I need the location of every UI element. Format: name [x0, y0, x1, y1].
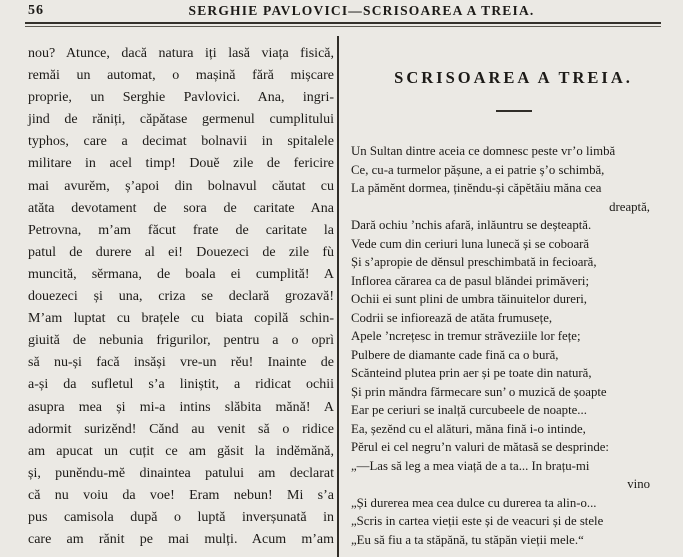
prose-line: adormit surizĕnd! Cănd au venit să o ridice	[28, 421, 334, 437]
verse-line: Codrii se infiorează de atăta frumusețe,	[351, 310, 553, 325]
verse-line: Pulbere de diamante cade fină ca o bură,	[351, 347, 559, 362]
prose-line: patul de durere al ei! Douezeci de zile fù	[28, 244, 334, 260]
page-number: 56	[28, 3, 44, 18]
verse-line: Vede cum din ceriuri luna lunecă și se coboară	[351, 236, 590, 251]
verse-line: „Scris in cartea vieții este și de veacuri și de stele	[351, 514, 604, 528]
verse-line: Și prin măndra fărmecare sun’ o muzică de șoapte	[351, 384, 607, 399]
verse-line: Dară ochiu ’nchis afară, inlăuntru se deșteaptă.	[351, 218, 592, 232]
section-title: SCRISOAREA A TREIA.	[394, 68, 633, 87]
prose-line: nou? Atunce, dacă natura iți lasă viața fisică,	[28, 46, 334, 61]
prose-line: giuită de nebunia frigurilor, pentru a o oprì	[28, 333, 334, 349]
verse-line: Ochii ei sunt plini de umbra tăinuitelor dureri,	[351, 292, 587, 306]
prose-line: și, punĕndu-mĕ dinaintea patului am declarat	[28, 465, 334, 481]
prose-line: a-și da sufletul s’a liniștit, a ridicat ochii	[28, 377, 334, 393]
header-rule	[25, 22, 661, 27]
verse-line: Ea, șezĕnd cu el alături, măna fină i-o intinde,	[351, 421, 586, 436]
prose-line: mai avurĕm, ș’apoi din bolnavul căutat cu	[28, 178, 334, 194]
prose-line: pus camisola după o luptă inverșunată in	[28, 509, 334, 525]
verse-line: dreaptă,	[609, 199, 650, 214]
prose-line: am apucat un cuțit ce am găsit la indĕmănă,	[28, 443, 334, 459]
verse-line: „Eu să fiu a ta stăpănă, tu stăpăn vieții mele.“	[351, 532, 584, 547]
prose-line: militare in acel timp! Douĕ zile de fericire	[28, 156, 334, 172]
verse-line: Scănteind plutea prin aer și pe toate din natură,	[351, 366, 592, 380]
verse-line: Ear pe ceriuri se inalță curcubeele de noapte...	[351, 403, 587, 417]
right-column	[351, 68, 676, 549]
verse-line: vino	[627, 477, 650, 491]
verse-line: Ce, cu-a turmelor pășune, a ei patrie ș’o schimbă,	[351, 162, 605, 177]
verse-line: Inflorea cărarea ca de pasul blăndei primăveri;	[351, 273, 590, 288]
prose-line: douezeci și una, criza se declară grozavă!	[28, 289, 334, 305]
prose-line: care am rănit pe mai mulți. Acum m’am	[28, 532, 334, 548]
prose-line: jind de răniți, căpătase germenul cumplitului	[28, 112, 334, 128]
column-divider	[337, 36, 339, 557]
verse-line: Și s’apropie de dĕnsul preschimbată in fecioară,	[351, 255, 597, 269]
prose-line: Petrovna, m’am făcut frate de caritate la	[28, 222, 334, 238]
verse-line: „—Las să leg a mea viață de a ta... In brațu-mi	[351, 458, 590, 473]
prose-line: că nu voiu da voe! Eram nebun! Mi s’a	[28, 487, 334, 503]
title-rule	[496, 110, 532, 112]
verse-line: Pĕrul ei cel negru’n valuri de mătasă se desprinde:	[351, 440, 609, 454]
verse-line: Un Sultan dintre aceia ce domnesc peste vr’o limbă	[351, 144, 616, 158]
verse-block	[351, 142, 676, 549]
prose-line: atăta devotament de sora de caritate Ana	[28, 200, 334, 216]
prose-line: typhos, care a decimat bolnavii in spitalele	[28, 134, 334, 150]
verse-line: Apele ’ncrețesc in tremur străveziile lor fețe;	[351, 329, 581, 343]
verse-line: La pămĕnt dormea, ținĕndu-și căpĕtăiu măna cea	[351, 181, 602, 195]
verse-line: „Și durerea mea cea dulce cu durerea ta alin-o...	[351, 495, 597, 510]
prose-line: asupra mea și mi-a intins slăbita mănă! A	[28, 399, 334, 415]
prose-line: M’am luptat cu brațele cu biata copilă schin-	[28, 311, 334, 327]
prose-line: muncită, sĕrmana, de boala ei cumplită! A	[28, 266, 334, 282]
prose-line: remăi un automat, o mașină fără mișcare	[28, 68, 334, 84]
running-header: SERGHIE PAVLOVICI—SCRISOAREA A TREIA.	[188, 3, 535, 18]
prose-line: să nu-și facă insăși vre-un rĕu! Inainte de	[28, 355, 334, 371]
left-column	[28, 43, 334, 551]
prose-line: proprie, un Serghie Pavlovici. Ana, ingri-	[28, 90, 334, 106]
